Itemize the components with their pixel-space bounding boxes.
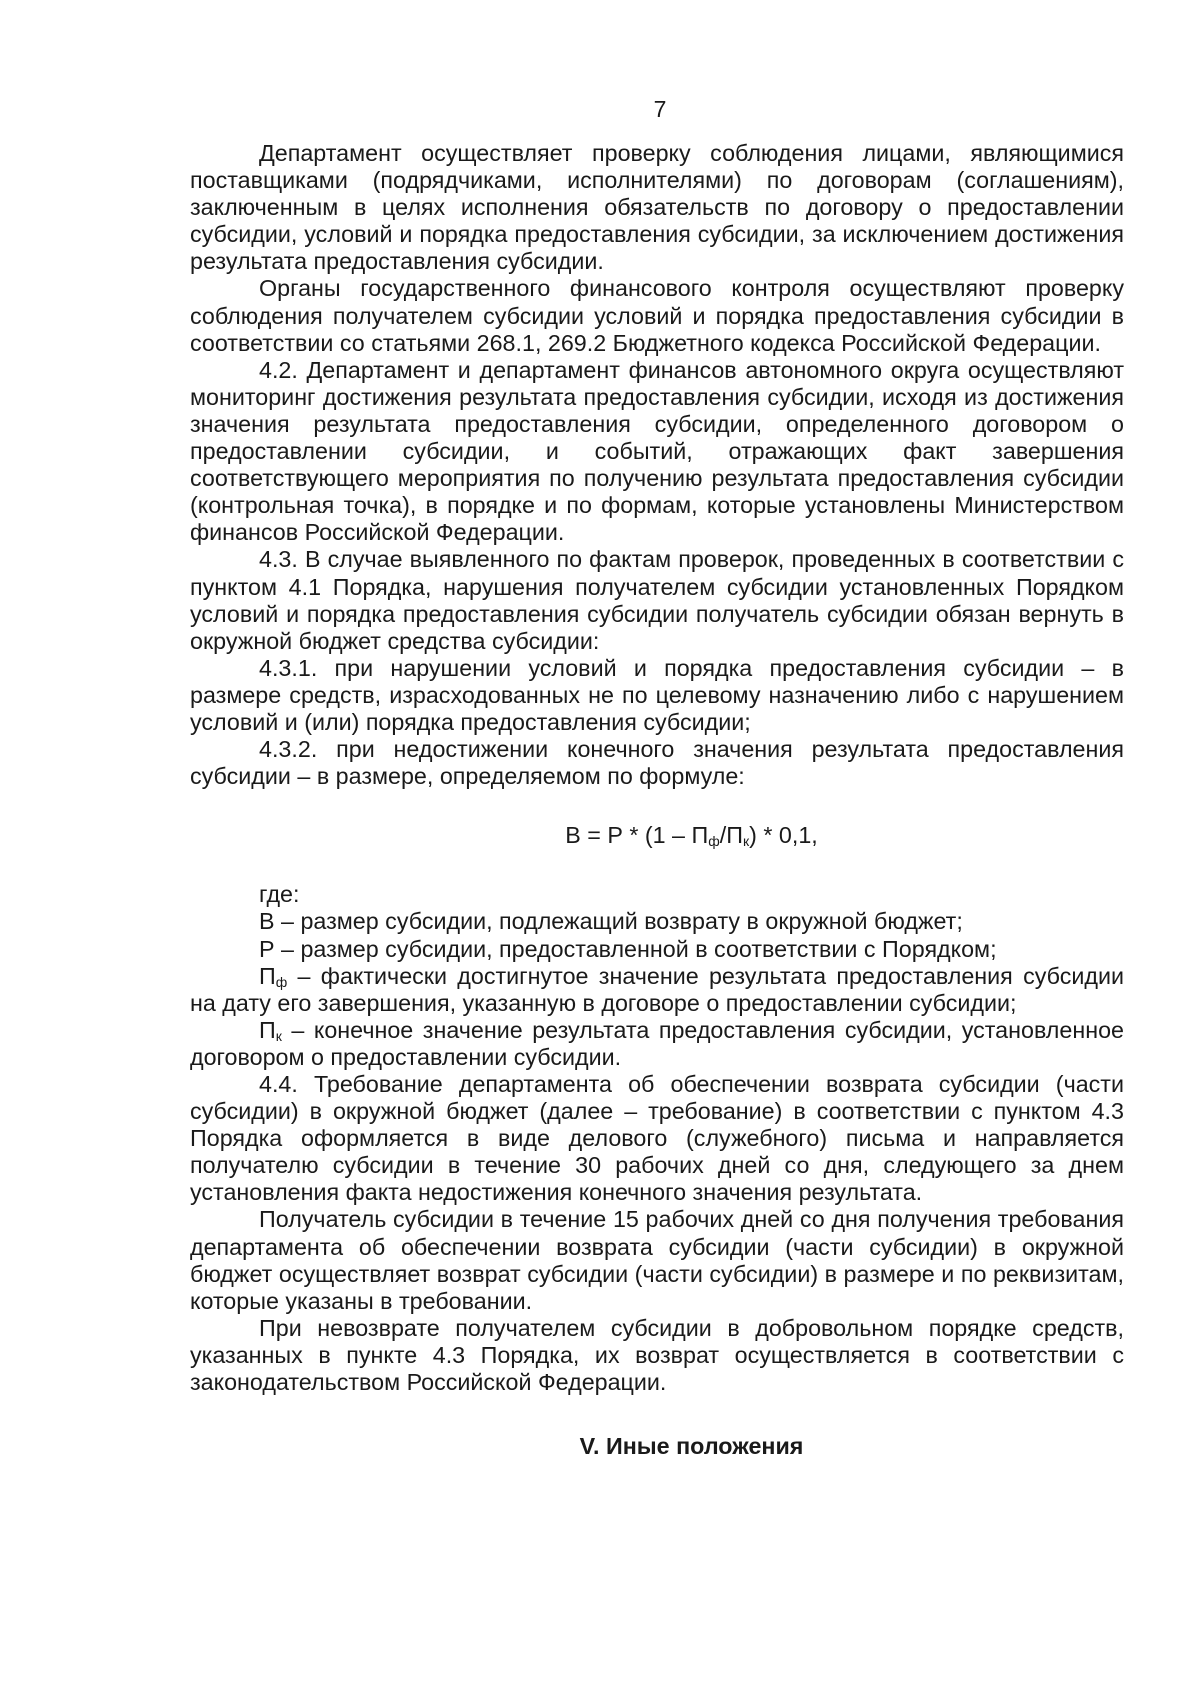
formula-mid: /П	[719, 822, 743, 849]
paragraph-non-refund: При невозврате получателем субсидии в добровольном порядке средств, указанных в пункте 4.3 Порядка, их возврат осуществляется в соответствии с законодательством Российской Федерации.	[190, 1314, 1124, 1396]
definition-p: Р – размер субсидии, предоставленной в соответствии с Порядком;	[259, 935, 997, 962]
definition-pf-text: – фактически достигнутое значение результата предоставления субсидии на дату его завершения, указанную в договоре о предоставлении субсидии;	[190, 962, 1124, 1016]
definition-pk-text: – конечное значение результата предоставления субсидии, установленное договором о предоставлении субсидии.	[190, 1016, 1124, 1070]
paragraph-4-3-1: 4.3.1. при нарушении условий и порядка предоставления субсидии – в размере средств, израсходованных не по целевому назначению либо с нарушением условий и (или) порядка предоставления субсидии;	[190, 654, 1124, 735]
document-body	[190, 140, 1124, 1460]
page-number: 7	[653, 96, 667, 122]
formula-sub-f: ф	[708, 833, 720, 850]
paragraph-4-2: 4.2. Департамент и департамент финансов автономного округа осуществляют мониторинг достижения результата предоставления субсидии, исходя из достижения значения результата предоставления субсидии, определенного договором о предоставлении субсидии, и событий, отражающих факт завершения соответствующего мероприятия по получению результата предоставления субсидии (контрольная точка), в порядке и по формам, которые установлены Министерством финансов Российской Федерации.	[190, 356, 1124, 546]
definition-pk-sub: к	[275, 1027, 282, 1044]
definition-pf-sub: ф	[275, 973, 288, 990]
formula-right: ) * 0,1,	[749, 822, 818, 849]
definition-pf-symbol: П	[259, 962, 276, 989]
refund-formula	[259, 822, 1124, 849]
paragraph-refund-period: Получатель субсидии в течение 15 рабочих дней со дня получения требования департамента об обеспечении возврата субсидии (части субсидии) в окружной бюджет осуществляет возврат субсидии (части субсидии) в размере и по реквизитам, которые указаны в требовании.	[190, 1206, 1124, 1314]
formula-left: В = Р * (1 – П	[565, 822, 709, 849]
paragraph-financial-control: Органы государственного финансового контроля осуществляют проверку соблюдения получателем субсидии условий и порядка предоставления субсидии в соответствии со статьями 268.1, 269.2 Бюджетного кодекса Российской Федерации.	[190, 275, 1124, 356]
definition-pf	[190, 963, 1124, 1017]
definition-pk	[190, 1017, 1124, 1071]
definition-b: В – размер субсидии, подлежащий возврату в окружной бюджет;	[259, 908, 963, 935]
definition-pk-symbol: П	[259, 1016, 276, 1043]
section-heading: V. Иные положения	[579, 1433, 804, 1460]
paragraph-4-3: 4.3. В случае выявленного по фактам проверок, проведенных в соответствии с пунктом 4.1 Порядка, нарушения получателем субсидии установленных Порядком условий и порядка предоставления субсидии получатель субсидии обязан вернуть в окружной бюджет средства субсидии:	[190, 546, 1124, 654]
paragraph-department-check: Департамент осуществляет проверку соблюдения лицами, являющимися поставщиками (подрядчиками, исполнителями) по договорам (соглашениям), заключенным в целях исполнения обязательств по договору о предоставлении субсидии, условий и порядка предоставления субсидии, за исключением достижения результата предоставления субсидии.	[190, 140, 1124, 275]
paragraph-where: где:	[259, 881, 300, 908]
formula-sub-k: к	[743, 833, 750, 850]
paragraph-4-3-2: 4.3.2. при недостижении конечного значения результата предоставления субсидии – в размере, определяемом по формуле:	[190, 736, 1124, 790]
paragraph-4-4: 4.4. Требование департамента об обеспечении возврата субсидии (части субсидии) в окружной бюджет (далее – требование) в соответствии с пунктом 4.3 Порядка оформляется в виде делового (служебного) письма и направляется получателю субсидии в течение 30 рабочих дней со дня, следующего за днем установления факта недостижения конечного значения результата.	[190, 1071, 1124, 1206]
